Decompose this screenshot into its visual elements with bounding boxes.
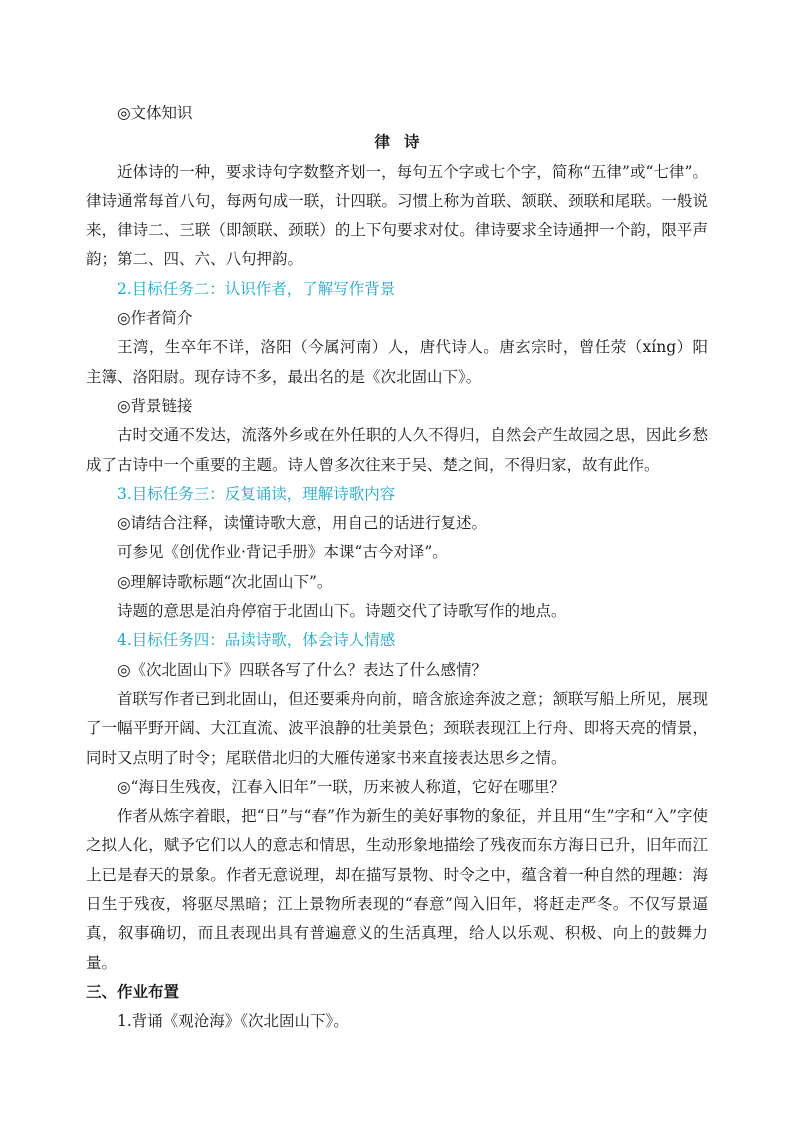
task3-heading: 3.目标任务三：反复诵读，理解诗歌内容 (117, 484, 396, 503)
lushi-paragraph: 近体诗的一种，要求诗句字数整齐划一，每句五个字或七个字，简称“五律”或“七律”。律诗通常每首八句，每两句成一联，计四联。习惯上称为首联、颔联、颈联和尾联。一般说来，律诗二、三联（即颔联、颈联）的上下句要求对仗。律诗要求全诗通押一个韵，限平声韵；第二、四、六、八句押韵。 (86, 162, 708, 269)
label-author-intro: ◎作者简介 (117, 309, 193, 328)
question-title: ◎理解诗歌标题“次北固山下”。 (117, 572, 333, 591)
document-body (86, 99, 708, 1037)
question-four-couplets: ◎《次北固山下》四联各写了什么？表达了什么感情？ (117, 660, 488, 679)
background-paragraph: 古时交通不发达，流落外乡或在外任职的人久不得归，自然会产生故园之思，因此乡愁成了古诗中一个重要的主题。诗人曾多次往来于吴、楚之间，不得归家，故有此作。 (86, 426, 708, 474)
question-retell: ◎请结合注释，读懂诗歌大意，用自己的话进行复述。 (117, 514, 488, 533)
label-genre-knowledge: ◎文体知识 (117, 104, 193, 122)
author-paragraph: 王湾，生卒年不详，洛阳（今属河南）人，唐代诗人。唐玄宗时，曾任荥（xíng）阳主簿、洛阳尉。现存诗不多，最出名的是《次北固山下》。 (86, 338, 708, 386)
lushi-heading: 律诗 (374, 133, 434, 152)
question-famous-couplet: ◎“海日生残夜，江春入旧年”一联，历来被人称道，它好在哪里？ (117, 777, 565, 796)
task4-heading: 4.目标任务四：品读诗歌，体会诗人情感 (117, 631, 396, 650)
label-background: ◎背景链接 (117, 396, 193, 415)
section-homework: 三、作业布置 (86, 982, 180, 1001)
answer-four-couplets: 首联写作者已到北固山，但还要乘舟向前，暗含旅途奔波之意；颔联写船上所见，展现了一幅平野开阔、大江直流、波平浪静的壮美景色；颈联表现江上行舟、即将天亮的情景，同时又点明了时令；尾联借北归的大雁传递家书来直接表达思乡之情。 (86, 689, 708, 767)
homework-item-1: 1.背诵《观沧海》《次北固山下》。 (117, 1012, 349, 1031)
reference-note: 可参见《创优作业·背记手册》本课“古今对译”。 (117, 543, 448, 562)
answer-famous-couplet: 作者从炼字着眼，把“日”与“春”作为新生的美好事物的象征，并且用“生”字和“入”字使之拟人化，赋予它们以人的意志和情思，生动形象地描绘了残夜而东方海日已升，旧年而江上已是春天的景象。作者无意说理，却在描写景物、时令之中，蕴含着一种自然的理趣：海日生于残夜，将驱尽黑暗；江上景物所表现的“春意”闯入旧年，将赶走严冬。不仅写景逼真，叙事确切，而且表现出具有普遍意义的生活真理，给人以乐观、积极、向上的鼓舞力量。 (86, 807, 708, 972)
answer-title: 诗题的意思是泊舟停宿于北固山下。诗题交代了诗歌写作的地点。 (117, 602, 567, 621)
task2-heading: 2.目标任务二：认识作者，了解写作背景 (117, 279, 396, 298)
